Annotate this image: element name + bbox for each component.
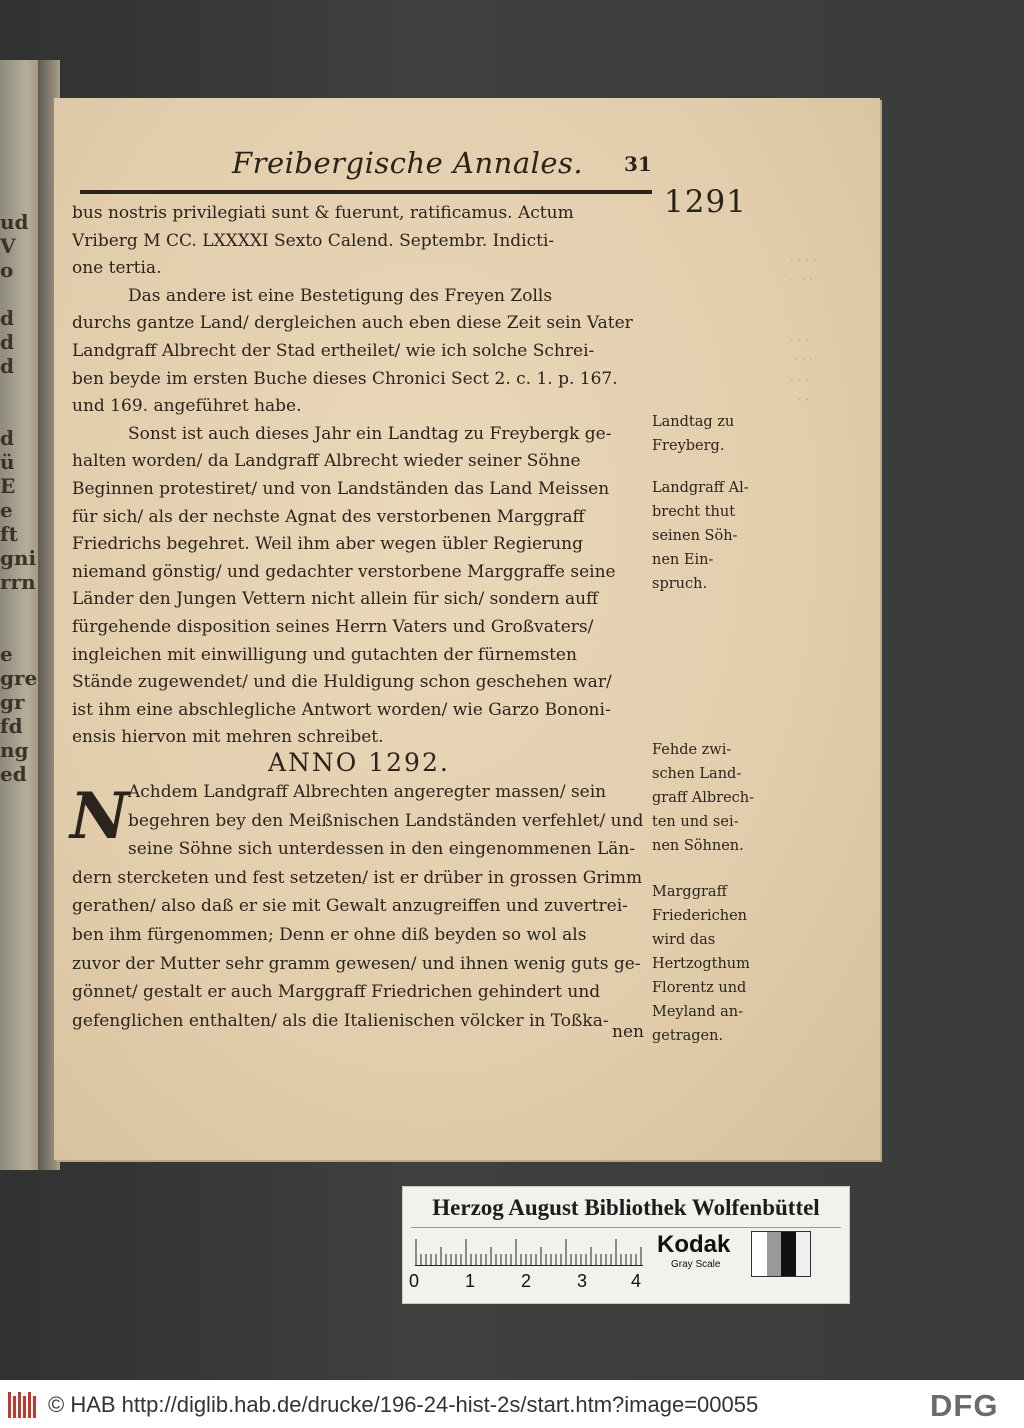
bleed-through-text: · · · · · · · · · · · · · · · · · · xyxy=(790,253,817,407)
anno-heading: ANNO 1292. xyxy=(268,748,450,777)
margin-note-line: Fehde zwi- xyxy=(652,742,732,758)
text-line: fürgehende disposition seines Herrn Vaters und Großvaters/ xyxy=(72,616,594,637)
text-line: gerathen/ also daß er sie mit Gewalt anzugreiffen und zuvertrei- xyxy=(72,896,628,917)
hab-logo-icon xyxy=(8,1392,38,1418)
margin-note-landtag xyxy=(652,410,780,458)
text-line: zuvor der Mutter sehr gramm gewesen/ und ihnen wenig guts ge- xyxy=(72,953,641,974)
text-line: ben ihm fürgenommen; Denn er ohne diß beyden so wol als xyxy=(72,924,587,945)
margin-note-line: ten und sei- xyxy=(652,814,739,830)
head-rule xyxy=(80,190,652,194)
margin-note-line: nen Söhnen. xyxy=(652,838,744,854)
margin-note-line: Landgraff Al- xyxy=(652,480,749,496)
text-line: halten worden/ da Landgraff Albrecht wieder seiner Söhne xyxy=(72,451,581,472)
hab-card-rule xyxy=(411,1227,841,1228)
gray-scale-patches xyxy=(751,1231,811,1277)
margin-note-fehde xyxy=(652,738,780,858)
gray-patch xyxy=(752,1232,767,1276)
text-line: begehren bey den Meißnischen Landständen verfehlet/ und xyxy=(128,810,644,831)
text-line: dern stercketen und fest setzeten/ ist er drüber in grossen Grimm xyxy=(72,867,643,888)
margin-note-line: Freyberg. xyxy=(652,438,725,454)
text-line: Länder den Jungen Vettern nicht allein für sich/ sondern auff xyxy=(72,589,599,610)
text-line: für sich/ als der nechste Agnat des verstorbenen Marggraff xyxy=(72,506,585,527)
ruler-number: 4 xyxy=(631,1271,642,1291)
margin-note-line: Landtag zu xyxy=(652,414,735,430)
year-marker: 1291 xyxy=(664,184,747,220)
text-line: gönnet/ gestalt er auch Marggraff Friedrichen gehindert und xyxy=(72,982,601,1003)
hab-scale-card xyxy=(402,1186,850,1304)
margin-note-line: Marggraff xyxy=(652,884,727,900)
gray-patch xyxy=(781,1232,796,1276)
margin-note-line: seinen Söh- xyxy=(652,528,738,544)
text-line: Beginnen protestiret/ und von Landständen das Land Meissen xyxy=(72,478,610,499)
dfg-logo: DFG xyxy=(930,1388,999,1423)
margin-note-einspruch xyxy=(652,476,780,596)
text-line: Landgraff Albrecht der Stad ertheilet/ wie ich solche Schrei- xyxy=(72,340,595,361)
text-line: Vriberg M CC. LXXXXI Sexto Calend. Septembr. Indicti- xyxy=(72,230,555,251)
margin-note-line: brecht thut xyxy=(652,504,736,520)
margin-note-line: nen Ein- xyxy=(652,552,714,568)
margin-note-hertzogthum xyxy=(652,880,780,1048)
ruler-number: 1 xyxy=(465,1271,476,1291)
text-line: seine Söhne sich unterdessen in den eingenommenen Län- xyxy=(128,839,636,860)
text-line: niemand gönstig/ und gedachter verstorbene Marggraffe seine xyxy=(72,561,616,582)
kodak-logo: Kodak xyxy=(657,1231,731,1258)
ruler-icon xyxy=(415,1239,643,1266)
margin-note-line: graff Albrech- xyxy=(652,790,755,806)
text-line: bus nostris privilegiati sunt & fuerunt, ratificamus. Actum xyxy=(72,203,574,223)
running-title: Freibergische Annales. xyxy=(232,146,584,180)
decorated-initial: N xyxy=(70,779,129,854)
text-line: ingleichen mit einwilligung und gutachten der fürnemsten xyxy=(72,644,577,665)
text-line: Stände zugewendet/ und die Huldigung schon geschehen war/ xyxy=(72,672,612,693)
margin-note-line: Florentz und xyxy=(652,980,747,996)
text-line: Sonst ist auch dieses Jahr ein Landtag zu Freybergk ge- xyxy=(128,423,612,444)
margin-note-line: wird das xyxy=(652,932,716,948)
footer-bar xyxy=(0,1380,1024,1428)
ruler-number: 2 xyxy=(521,1271,532,1291)
text-line: one tertia. xyxy=(72,258,162,279)
catchword: nen xyxy=(612,1022,644,1042)
ruler-number: 3 xyxy=(577,1271,588,1291)
text-line: ist ihm eine abschlegliche Antwort worden/ wie Garzo Bononi- xyxy=(72,699,611,720)
text-line: Friedrichs begehret. Weil ihm aber wegen übler Regierung xyxy=(72,534,583,555)
text-line: durchs gantze Land/ dergleichen auch eben diese Zeit sein Vater xyxy=(72,313,633,334)
hab-card-title: Herzog August Bibliothek Wolfenbüttel xyxy=(432,1195,820,1220)
ruler-numbers xyxy=(409,1271,655,1293)
ruler-ticks xyxy=(415,1239,643,1265)
margin-note-line: Friederichen xyxy=(652,908,748,924)
page-number: 31 xyxy=(624,152,652,176)
second-text-block xyxy=(72,778,652,1035)
kodak-subtitle: Gray Scale xyxy=(671,1259,721,1270)
gray-patch xyxy=(767,1232,782,1276)
text-line: ensis hiervon mit mehren schreibet. xyxy=(72,727,384,748)
gray-patch xyxy=(796,1232,811,1276)
text-line: gefenglichen enthalten/ als die Italienischen völcker in Toßka- xyxy=(72,1010,609,1031)
margin-note-line: getragen. xyxy=(652,1028,724,1044)
margin-note-line: schen Land- xyxy=(652,766,742,782)
ruler-number: 0 xyxy=(409,1271,420,1291)
margin-note-line: Meyland an- xyxy=(652,1004,744,1020)
text-line: ben beyde im ersten Buche dieses Chronici Sect 2. c. 1. p. 167. xyxy=(72,368,618,389)
margin-note-line: Hertzogthum xyxy=(652,956,750,972)
source-link[interactable]: © HAB http://diglib.hab.de/drucke/196-24-hist-2s/start.htm?image=00055 xyxy=(48,1392,759,1417)
text-line: und 169. angeführet habe. xyxy=(72,396,302,417)
margin-note-line: spruch. xyxy=(652,576,708,592)
text-line: Achdem Landgraff Albrechten angeregter massen/ sein xyxy=(128,782,607,802)
previous-page-fragments: ud V o d d d d ü E e ft gni rrn e gre gr fd ng ed xyxy=(0,210,38,786)
text-line: Das andere ist eine Bestetigung des Freyen Zolls xyxy=(128,285,553,306)
running-head xyxy=(232,146,652,186)
main-text-block xyxy=(72,200,652,752)
